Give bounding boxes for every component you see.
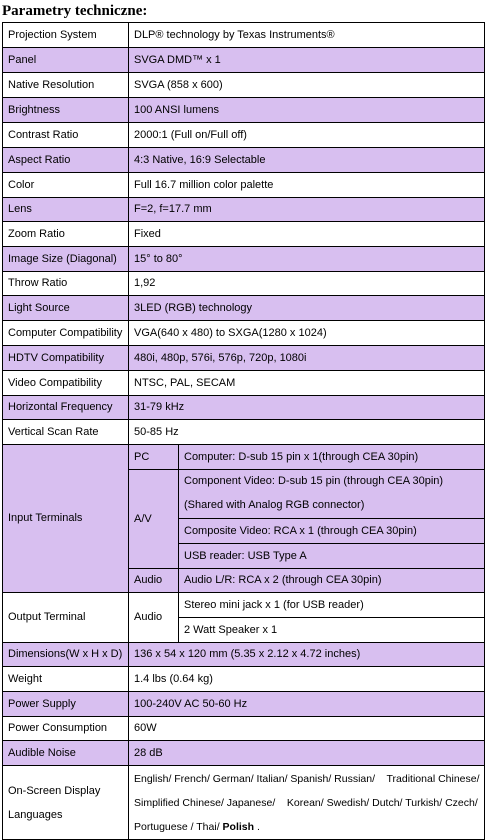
- table-row: [3, 741, 485, 766]
- spec-table: [2, 22, 485, 840]
- table-row: [3, 272, 485, 296]
- spec-label: Power Consumption: [3, 717, 129, 741]
- spec-value: 31-79 kHz: [129, 396, 485, 420]
- spec-value: 100 ANSI lumens: [129, 98, 485, 123]
- spec-value: 60W: [129, 717, 485, 741]
- spec-label: Panel: [3, 48, 129, 73]
- input-av-item: USB reader: USB Type A: [179, 544, 485, 569]
- spec-value: 50-85 Hz: [129, 420, 485, 445]
- table-row: [3, 73, 485, 98]
- spec-value: 1,92: [129, 272, 485, 296]
- output-group-audio: Audio: [129, 593, 179, 643]
- spec-label: Brightness: [3, 98, 129, 123]
- spec-label: Lens: [3, 198, 129, 222]
- spec-label: Weight: [3, 667, 129, 692]
- spec-label: Dimensions(W x H x D): [3, 643, 129, 667]
- table-row: [3, 48, 485, 73]
- spec-value: Full 16.7 million color palette: [129, 173, 485, 198]
- osd-line: English/ French/ German/ Italian/ Spanish/ Russian/ Traditional Chinese/: [134, 772, 480, 785]
- spec-label: Throw Ratio: [3, 272, 129, 296]
- input-av-item: Component Video: D-sub 15 pin (through CEA 30pin): [179, 470, 485, 494]
- spec-label: Horizontal Frequency: [3, 396, 129, 420]
- spec-label: Aspect Ratio: [3, 148, 129, 173]
- osd-label-line: On-Screen Display: [8, 784, 101, 797]
- spec-label-input-terminals: Input Terminals: [3, 445, 129, 593]
- spec-value: 2000:1 (Full on/Full off): [129, 123, 485, 148]
- table-row: [3, 371, 485, 396]
- table-row: [3, 321, 485, 346]
- table-row: [3, 148, 485, 173]
- osd-label-line: Languages: [8, 808, 63, 821]
- table-row: [3, 173, 485, 198]
- spec-label: Power Supply: [3, 692, 129, 717]
- table-row: [3, 766, 485, 840]
- spec-label: Contrast Ratio: [3, 123, 129, 148]
- table-row: [3, 247, 485, 272]
- spec-value: 28 dB: [129, 741, 485, 766]
- spec-value: F=2, f=17.7 mm: [129, 198, 485, 222]
- table-row: [3, 98, 485, 123]
- spec-label: Audible Noise: [3, 741, 129, 766]
- spec-label: Native Resolution: [3, 73, 129, 98]
- osd-emphasis: Polish: [222, 820, 255, 833]
- spec-label: Vertical Scan Rate: [3, 420, 129, 445]
- osd-tail: .: [254, 820, 260, 833]
- input-group-av: A/V: [129, 470, 179, 569]
- osd-line-text: Portuguese / Thai/: [134, 820, 223, 833]
- spec-label: Zoom Ratio: [3, 222, 129, 247]
- spec-label-output-terminal: Output Terminal: [3, 593, 129, 643]
- spec-value: 136 x 54 x 120 mm (5.35 x 2.12 x 4.72 inches): [129, 643, 485, 667]
- table-row: [3, 717, 485, 741]
- input-group-audio: Audio: [129, 569, 179, 593]
- table-row: [3, 667, 485, 692]
- table-row: [3, 346, 485, 371]
- table-row: [3, 643, 485, 667]
- output-item: 2 Watt Speaker x 1: [179, 618, 485, 643]
- spec-value: VGA(640 x 480) to SXGA(1280 x 1024): [129, 321, 485, 346]
- spec-value: Fixed: [129, 222, 485, 247]
- spec-value: 3LED (RGB) technology: [129, 296, 485, 321]
- input-pc-value: Computer: D-sub 15 pin x 1(through CEA 30pin): [179, 445, 485, 470]
- table-row: [3, 198, 485, 222]
- spec-label: Color: [3, 173, 129, 198]
- table-row: [3, 23, 485, 48]
- osd-line: Simplified Chinese/ Japanese/ Korean/ Swedish/ Dutch/ Turkish/ Czech/: [134, 796, 478, 809]
- spec-value: 4:3 Native, 16:9 Selectable: [129, 148, 485, 173]
- spec-value: NTSC, PAL, SECAM: [129, 371, 485, 396]
- table-row: [3, 420, 485, 445]
- spec-label: Video Compatibility: [3, 371, 129, 396]
- spec-label-osd: [3, 766, 129, 840]
- table-row: [3, 222, 485, 247]
- input-av-item: Composite Video: RCA x 1 (through CEA 30pin): [179, 519, 485, 544]
- table-row: [3, 296, 485, 321]
- spec-value: DLP® technology by Texas Instruments®: [129, 23, 485, 48]
- table-row: [3, 593, 485, 618]
- input-group-pc: PC: [129, 445, 179, 470]
- osd-languages: [129, 766, 485, 840]
- page-title: Parametry techniczne:: [2, 3, 148, 19]
- spec-label: Projection System: [3, 23, 129, 48]
- table-row: [3, 396, 485, 420]
- spec-value: SVGA (858 x 600): [129, 73, 485, 98]
- input-av-item: (Shared with Analog RGB connector): [179, 494, 485, 519]
- osd-line: [134, 815, 479, 839]
- spec-value: 100-240V AC 50-60 Hz: [129, 692, 485, 717]
- output-item: Stereo mini jack x 1 (for USB reader): [179, 593, 485, 618]
- table-row: [3, 123, 485, 148]
- spec-label: Computer Compatibility: [3, 321, 129, 346]
- spec-label: Light Source: [3, 296, 129, 321]
- spec-label: Image Size (Diagonal): [3, 247, 129, 272]
- input-audio-value: Audio L/R: RCA x 2 (through CEA 30pin): [179, 569, 485, 593]
- spec-value: SVGA DMD™ x 1: [129, 48, 485, 73]
- table-row: [3, 692, 485, 717]
- spec-value: 480i, 480p, 576i, 576p, 720p, 1080i: [129, 346, 485, 371]
- spec-value: 1.4 lbs (0.64 kg): [129, 667, 485, 692]
- spec-value: 15° to 80°: [129, 247, 485, 272]
- table-row: [3, 445, 485, 470]
- spec-label: HDTV Compatibility: [3, 346, 129, 371]
